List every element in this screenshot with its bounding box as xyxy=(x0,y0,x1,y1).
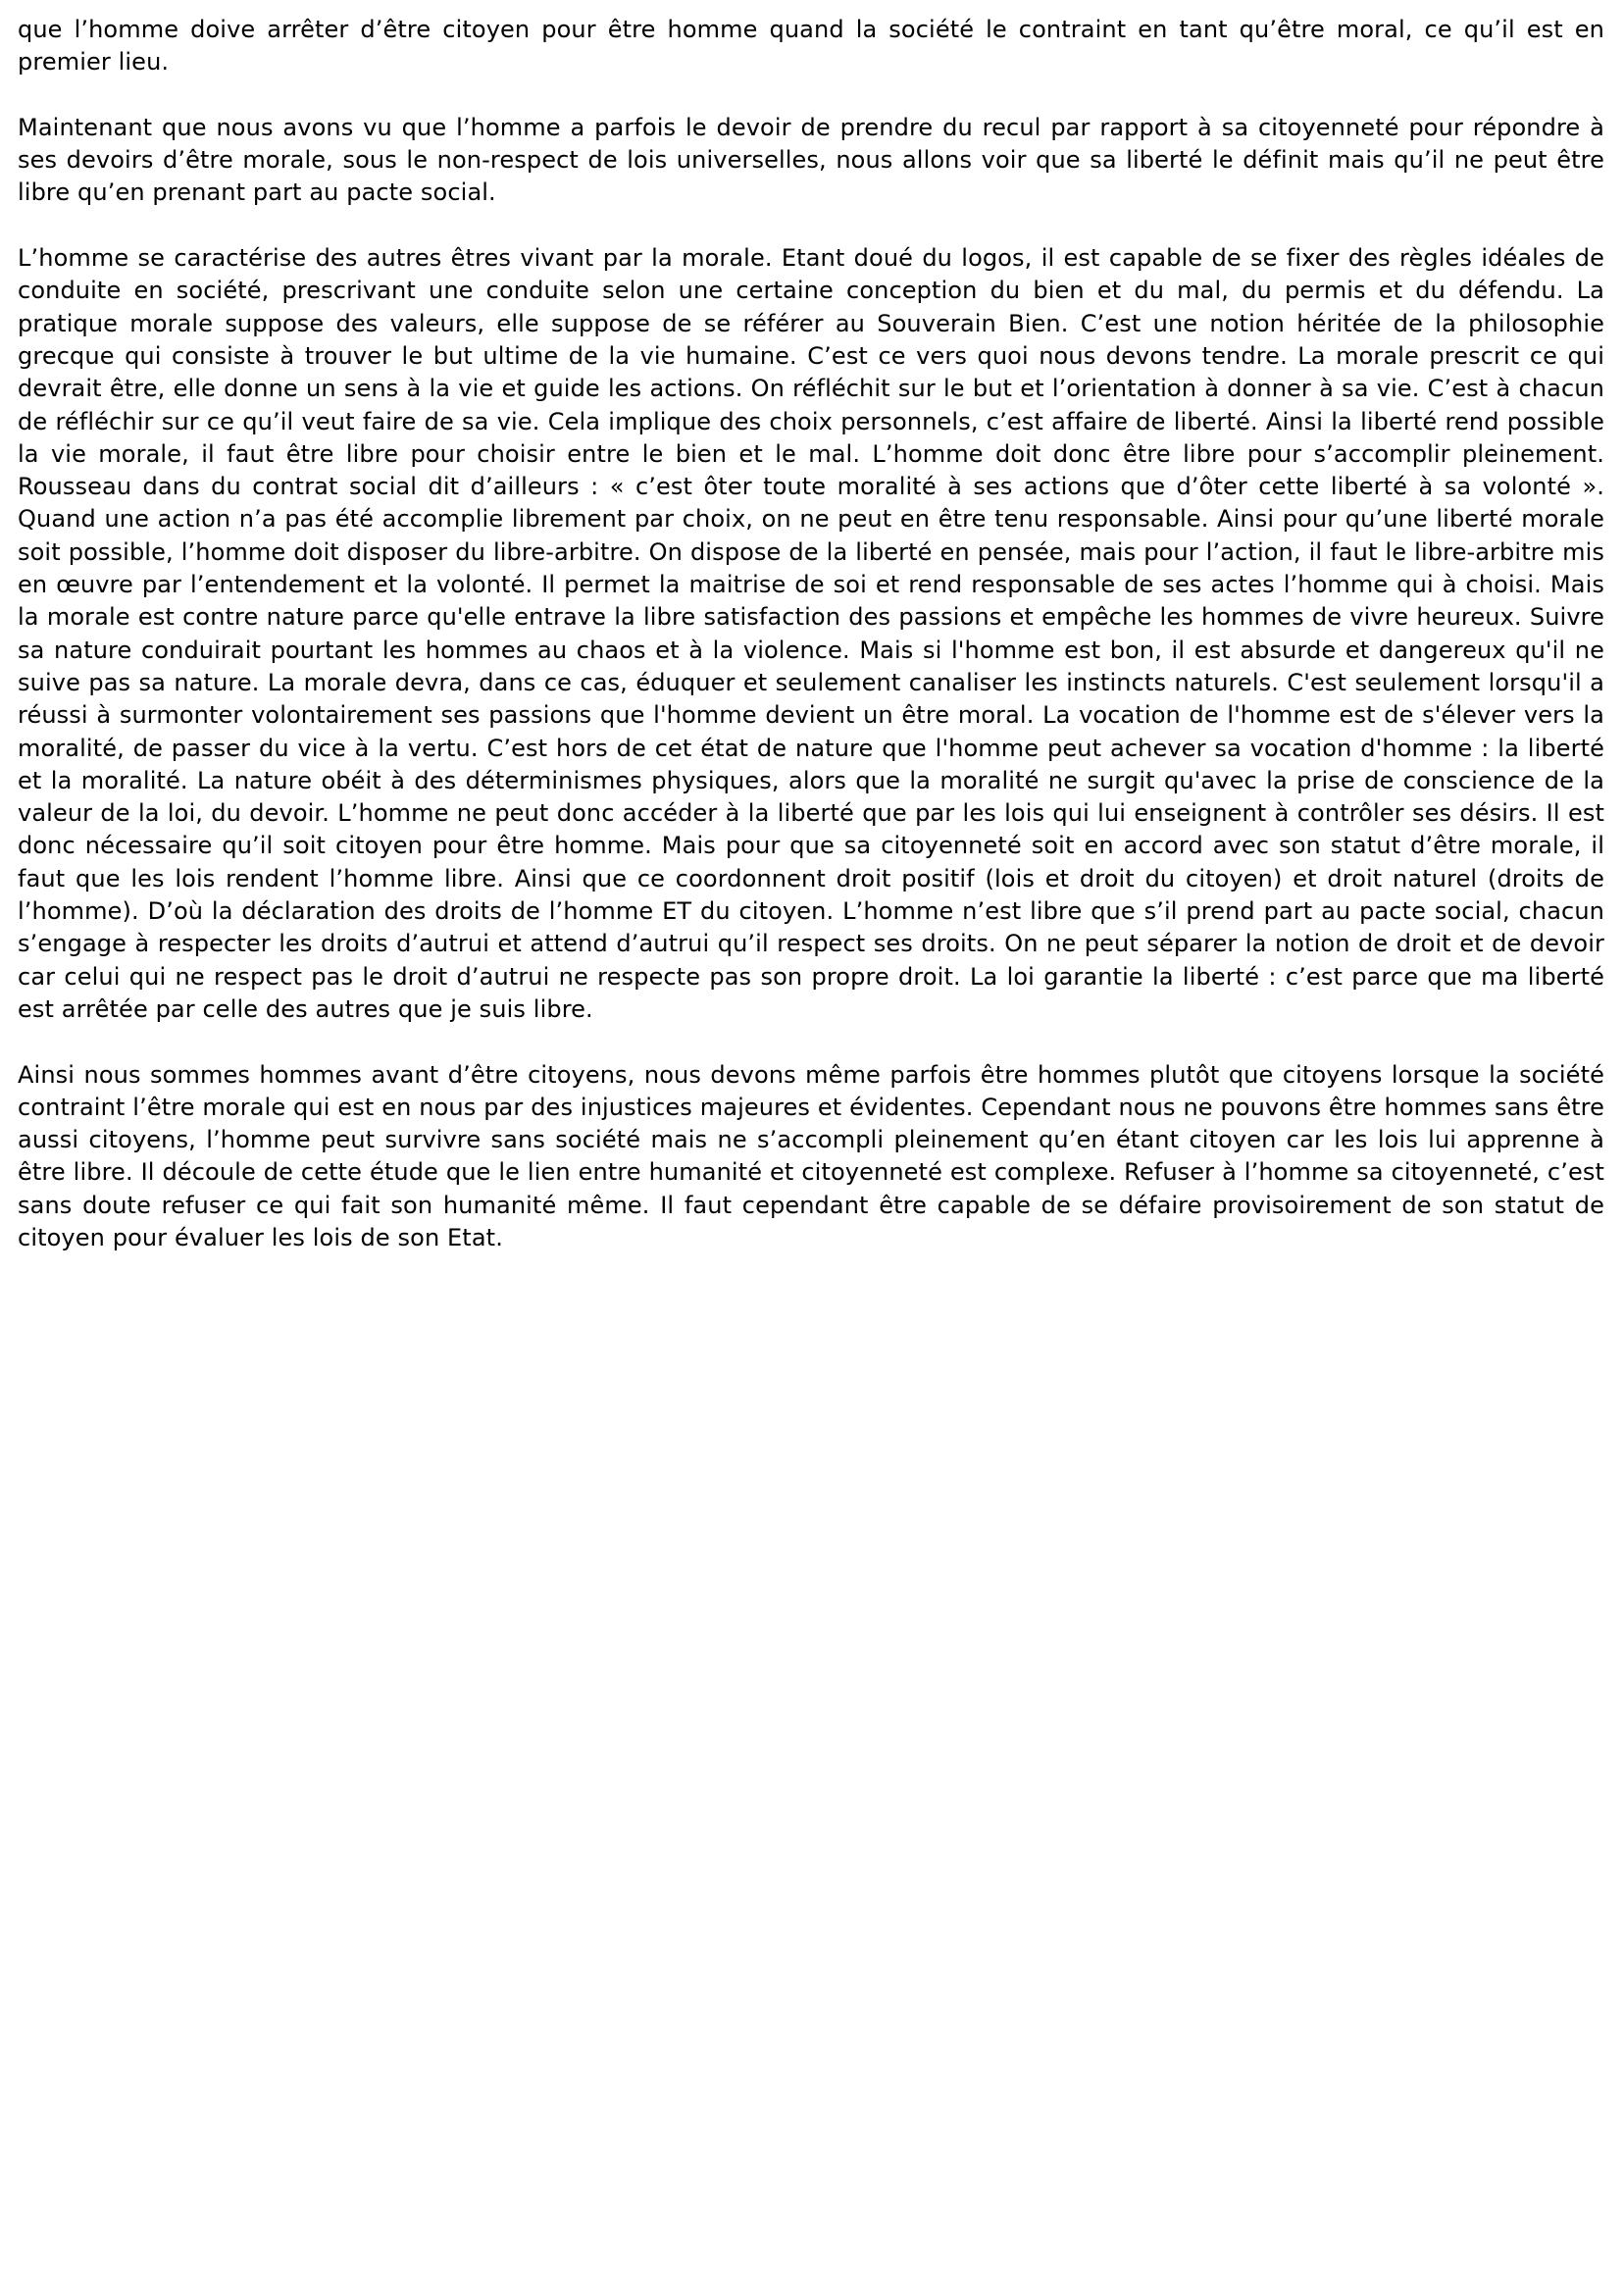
paragraph-1: que l’homme doive arrêter d’être citoyen pour être homme quand la société le contraint en tant qu’être moral, ce qu’il est en premier lieu. xyxy=(18,16,1604,76)
paragraph-2: Maintenant que nous avons vu que l’homme a parfois le devoir de prendre du recul par rapport à sa citoyenneté pour répondre à ses devoirs d’être morale, sous le non-respect de lois universelles, nous allons voir que sa liberté le définit mais qu’il ne peut être libre qu’en prenant part au pacte social. xyxy=(18,113,1604,207)
document-page xyxy=(18,14,1604,1288)
paragraph-3: L’homme se caractérise des autres êtres vivant par la morale. Etant doué du logos, il est capable de se fixer des règles idéales de conduite en société, prescrivant une conduite selon une certaine conception du bien et du mal, du permis et du défendu. La pratique morale suppose des valeurs, elle suppose de se référer au Souverain Bien. C’est une notion héritée de la philosophie grecque qui consiste à trouver le but ultime de la vie humaine. C’est ce vers quoi nous devons tendre. La morale prescrit ce qui devrait être, elle donne un sens à la vie et guide les actions. On réfléchit sur le but et l’orientation à donner à sa vie. C’est à chacun de réfléchir sur ce qu’il veut faire de sa vie. Cela implique des choix personnels, c’est affaire de liberté. Ainsi la liberté rend possible la vie morale, il faut être libre pour choisir entre le bien et le mal. L’homme doit donc être libre pour s’accomplir pleinement. Rousseau dans du contrat social dit d’ailleurs : « c’est ôter toute moralité à ses actions que d’ôter cette liberté à sa volonté ». Quand une action n’a pas été accomplie librement par choix, on ne peut en être tenu responsable. Ainsi pour qu’une liberté morale soit possible, l’homme doit disposer du libre-arbitre. On dispose de la liberté en pensée, mais pour l’action, il faut le libre-arbitre mis en œuvre par l’entendement et la volonté. Il permet la maitrise de soi et rend responsable de ses actes l’homme qui à choisi. Mais la morale est contre nature parce qu'elle entrave la libre satisfaction des passions et empêche les hommes de vivre heureux. Suivre sa nature conduirait pourtant les hommes au chaos et à la violence. Mais si l'homme est bon, il est absurde et dangereux qu'il ne suive pas sa nature. La morale devra, dans ce cas, éduquer et seulement canaliser les instincts naturels. C'est seulement lorsqu'il a réussi à surmonter volontairement ses passions que l'homme devient un être moral. La vocation de l'homme est de s'élever vers la moralité, de passer du vice à la vertu. C’est hors de cet état de nature que l'homme peut achever sa vocation d'homme : la liberté et la moralité. La nature obéit à des déterminismes physiques, alors que la moralité ne surgit qu'avec la prise de conscience de la valeur de la loi, du devoir. L’homme ne peut donc accéder à la liberté que par les lois qui lui enseignent à contrôler ses désirs. Il est donc nécessaire qu’il soit citoyen pour être homme. Mais pour que sa citoyenneté soit en accord avec son statut d’être morale, il faut que les lois rendent l’homme libre. Ainsi que ce coordonnent droit positif (lois et droit du citoyen) et droit naturel (droits de l’homme). D’où la déclaration des droits de l’homme ET du citoyen. L’homme n’est libre que s’il prend part au pacte social, chacun s’engage à respecter les droits d’autrui et attend d’autrui qu’il respect ses droits. On ne peut séparer la notion de droit et de devoir car celui qui ne respect pas le droit d’autrui ne respecte pas son propre droit. La loi garantie la liberté : c’est parce que ma liberté est arrêtée par celle des autres que je suis libre. xyxy=(18,244,1604,1023)
paragraph-4: Ainsi nous sommes hommes avant d’être citoyens, nous devons même parfois être hommes plutôt que citoyens lorsque la société contraint l’être morale qui est en nous par des injustices majeures et évidentes. Cependant nous ne pouvons être hommes sans être aussi citoyens, l’homme peut survivre sans société mais ne s’accompli pleinement qu’en étant citoyen car les lois lui apprenne à être libre. Il découle de cette étude que le lien entre humanité et citoyenneté est complexe. Refuser à l’homme sa citoyenneté, c’est sans doute refuser ce qui fait son humanité même. Il faut cependant être capable de se défaire provisoirement de son statut de citoyen pour évaluer les lois de son Etat. xyxy=(18,1060,1604,1251)
